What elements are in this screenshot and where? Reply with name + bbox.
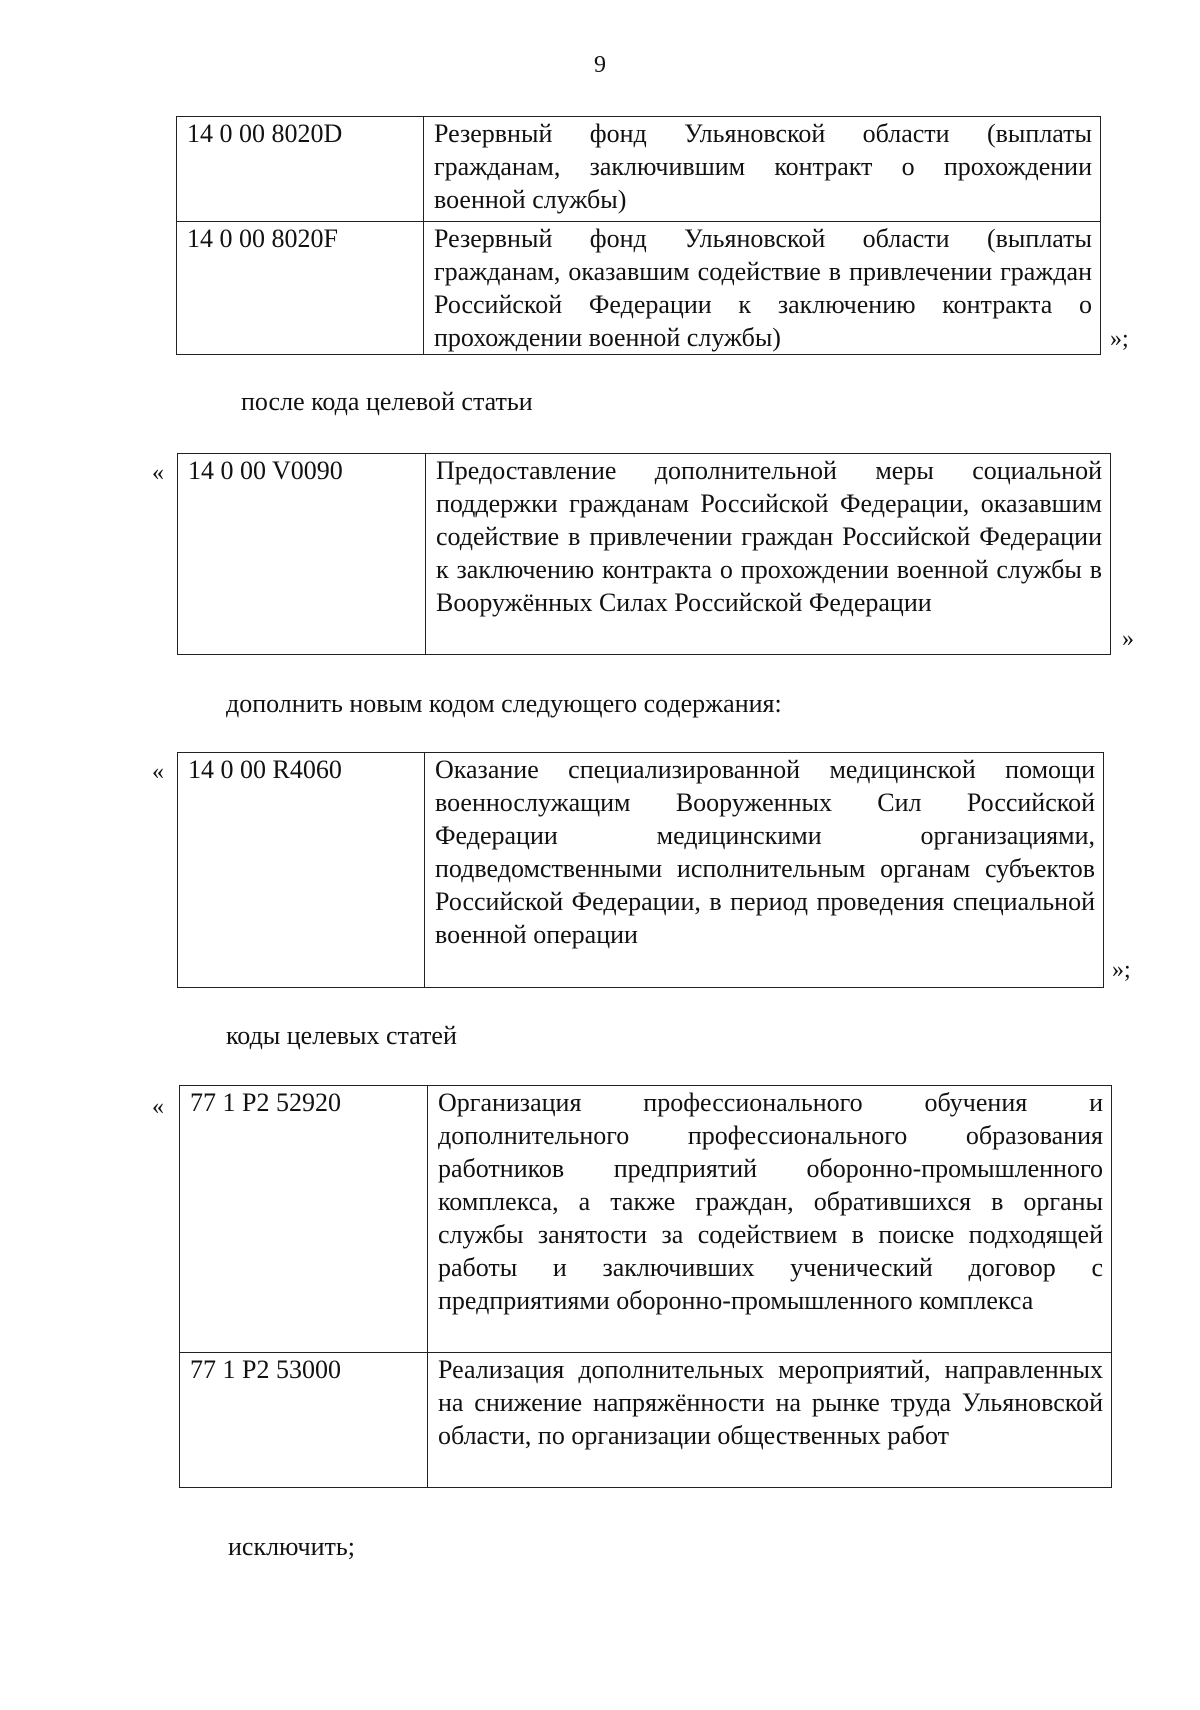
open-quote: « (152, 460, 164, 486)
budget-codes-table-4 (179, 1085, 1112, 1488)
open-quote: « (152, 759, 164, 785)
code-cell: 77 1 P2 53000 (180, 1353, 428, 1488)
description-cell: Оказание специализированной медицинской помощи военнослужащим Вооруженных Сил Российской Федерации медицинскими организациями, подведомственными исполнительным органам субъектов Российской Федерации, в период проведения специальной военной операции (425, 753, 1104, 988)
table-row (177, 222, 1101, 355)
description-cell: Предоставление дополнительной меры социальной поддержки гражданам Российской Федерации, оказавшим содействие в привлечении граждан Российской Федерации к заключению контракта о прохождении военной службы в Вооружённых Силах Российской Федерации (426, 454, 1111, 655)
description-cell: Реализация дополнительных мероприятий, направленных на снижение напряжённости на рынке труда Ульяновской области, по организации общественных работ (428, 1353, 1112, 1488)
description-cell: Организация профессионального обучения и дополнительного профессионального образования работников предприятий оборонно-промышленного комплекса, а также граждан, обратившихся в органы службы занятости за содействием в поиске подходящей работы и заключивших ученический договор с предприятиями оборонно-промышленного комплекса (428, 1086, 1112, 1353)
instruction-text: исключить; (228, 1532, 355, 1561)
table-row (178, 753, 1104, 988)
instruction-text: дополнить новым кодом следующего содержания: (226, 689, 782, 718)
code-cell: 14 0 00 8020D (177, 117, 424, 222)
close-quote: » (1122, 626, 1134, 652)
budget-codes-table-2 (177, 453, 1111, 655)
table-row (180, 1086, 1112, 1353)
table-row (177, 117, 1101, 222)
page-number: 9 (594, 52, 606, 78)
budget-codes-table-3 (177, 752, 1104, 988)
close-quote: »; (1112, 957, 1131, 983)
instruction-text: коды целевых статей (226, 1021, 457, 1050)
code-cell: 77 1 P2 52920 (180, 1086, 428, 1353)
table-row (180, 1353, 1112, 1488)
close-quote: »; (1110, 326, 1129, 352)
code-cell: 14 0 00 V0090 (178, 454, 426, 655)
open-quote: « (152, 1094, 164, 1120)
instruction-text: после кода целевой статьи (241, 387, 533, 416)
description-cell: Резервный фонд Ульяновской области (выплаты гражданам, оказавшим содействие в привлечении граждан Российской Федерации к заключению контракта о прохождении военной службы) (424, 222, 1101, 355)
table-row (178, 454, 1111, 655)
code-cell: 14 0 00 R4060 (178, 753, 425, 988)
budget-codes-table-1 (176, 116, 1101, 355)
description-cell: Резервный фонд Ульяновской области (выплаты гражданам, заключившим контракт о прохождении военной службы) (424, 117, 1101, 222)
code-cell: 14 0 00 8020F (177, 222, 424, 355)
